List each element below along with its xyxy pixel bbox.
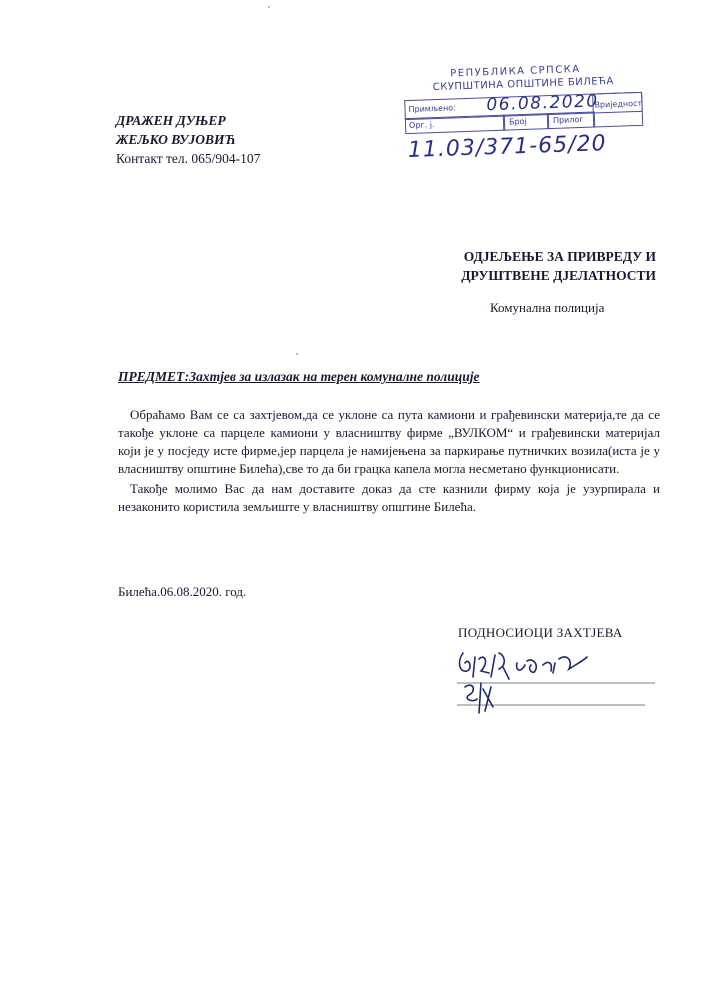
- sender-contact: Контакт тел. 065/904-107: [116, 151, 261, 166]
- stamp-cell-value: [592, 92, 643, 128]
- stamp-line-2: СКУПШТИНА ОПШТИНЕ БИЛЕЋА: [432, 75, 614, 94]
- signature-2: [465, 683, 493, 713]
- sender-block: [116, 111, 260, 168]
- subject-line: ПРЕДМЕТ:Захтјев за излазак на терен комуналне полиције: [118, 369, 480, 384]
- recipient-block: [446, 247, 656, 285]
- stamp-value-label: Вриједност: [594, 98, 643, 110]
- stamp-received-label: Примљено:: [408, 103, 456, 114]
- stamp-received-date: 06.08.2020: [486, 91, 600, 116]
- sender-name-1: ДРАЖЕН ДУЊЕР: [116, 113, 226, 128]
- stamp-attachment-label: Прилог: [552, 114, 584, 125]
- stamp-org-label: Орг. ј.: [408, 120, 435, 130]
- body-paragraph-2: Такође молимо Вас да нам доставите доказ да сте казнили фирму која је узурпирала и незаконито користила земљиште у власништву општине Билећа.: [118, 481, 660, 514]
- body-paragraph-1: Обраћамо Вам се са захтјевом,да се уклоне са пута камиони и грађевински материја,те да се такође уклоне са парцеле камиони у власништву фирме „ВУЛКОМ“ и грађевински материјал који је у посједу исте фирме,јер парцела је намијењена за паркирање путничких возила(иста је у власништву општине Билећа),све то да би грацка капела могла несметано функционисати.: [118, 407, 660, 476]
- registry-stamp: [398, 62, 648, 181]
- stamp-grid: [404, 92, 645, 180]
- stamp-reg-number: 11.03/371-65/20: [407, 131, 608, 164]
- signature-1: [460, 653, 587, 679]
- sender-name-2: ЖЕЉКО ВУЈОВИЋ: [116, 132, 236, 147]
- recipient-line-2: ДРУШТВЕНЕ ДЈЕЛАТНОСТИ: [461, 268, 656, 283]
- scan-speck: [268, 6, 270, 8]
- letter-date: Билећа.06.08.2020. год.: [118, 584, 247, 599]
- handwritten-signatures: [455, 643, 655, 715]
- stamp-line-1: РЕПУБЛИКА СРПСКА: [450, 63, 581, 80]
- recipient-line-1: ОДЈЕЉЕЊЕ ЗА ПРИВРЕДУ И: [463, 249, 656, 264]
- recipient-subunit: Комунална полиција: [490, 300, 605, 315]
- letter-body: [118, 406, 660, 516]
- scan-speck: [296, 353, 298, 355]
- stamp-number-label: Број: [508, 116, 527, 127]
- applicants-label: ПОДНОСИОЦИ ЗАХТЈЕВА: [458, 625, 623, 640]
